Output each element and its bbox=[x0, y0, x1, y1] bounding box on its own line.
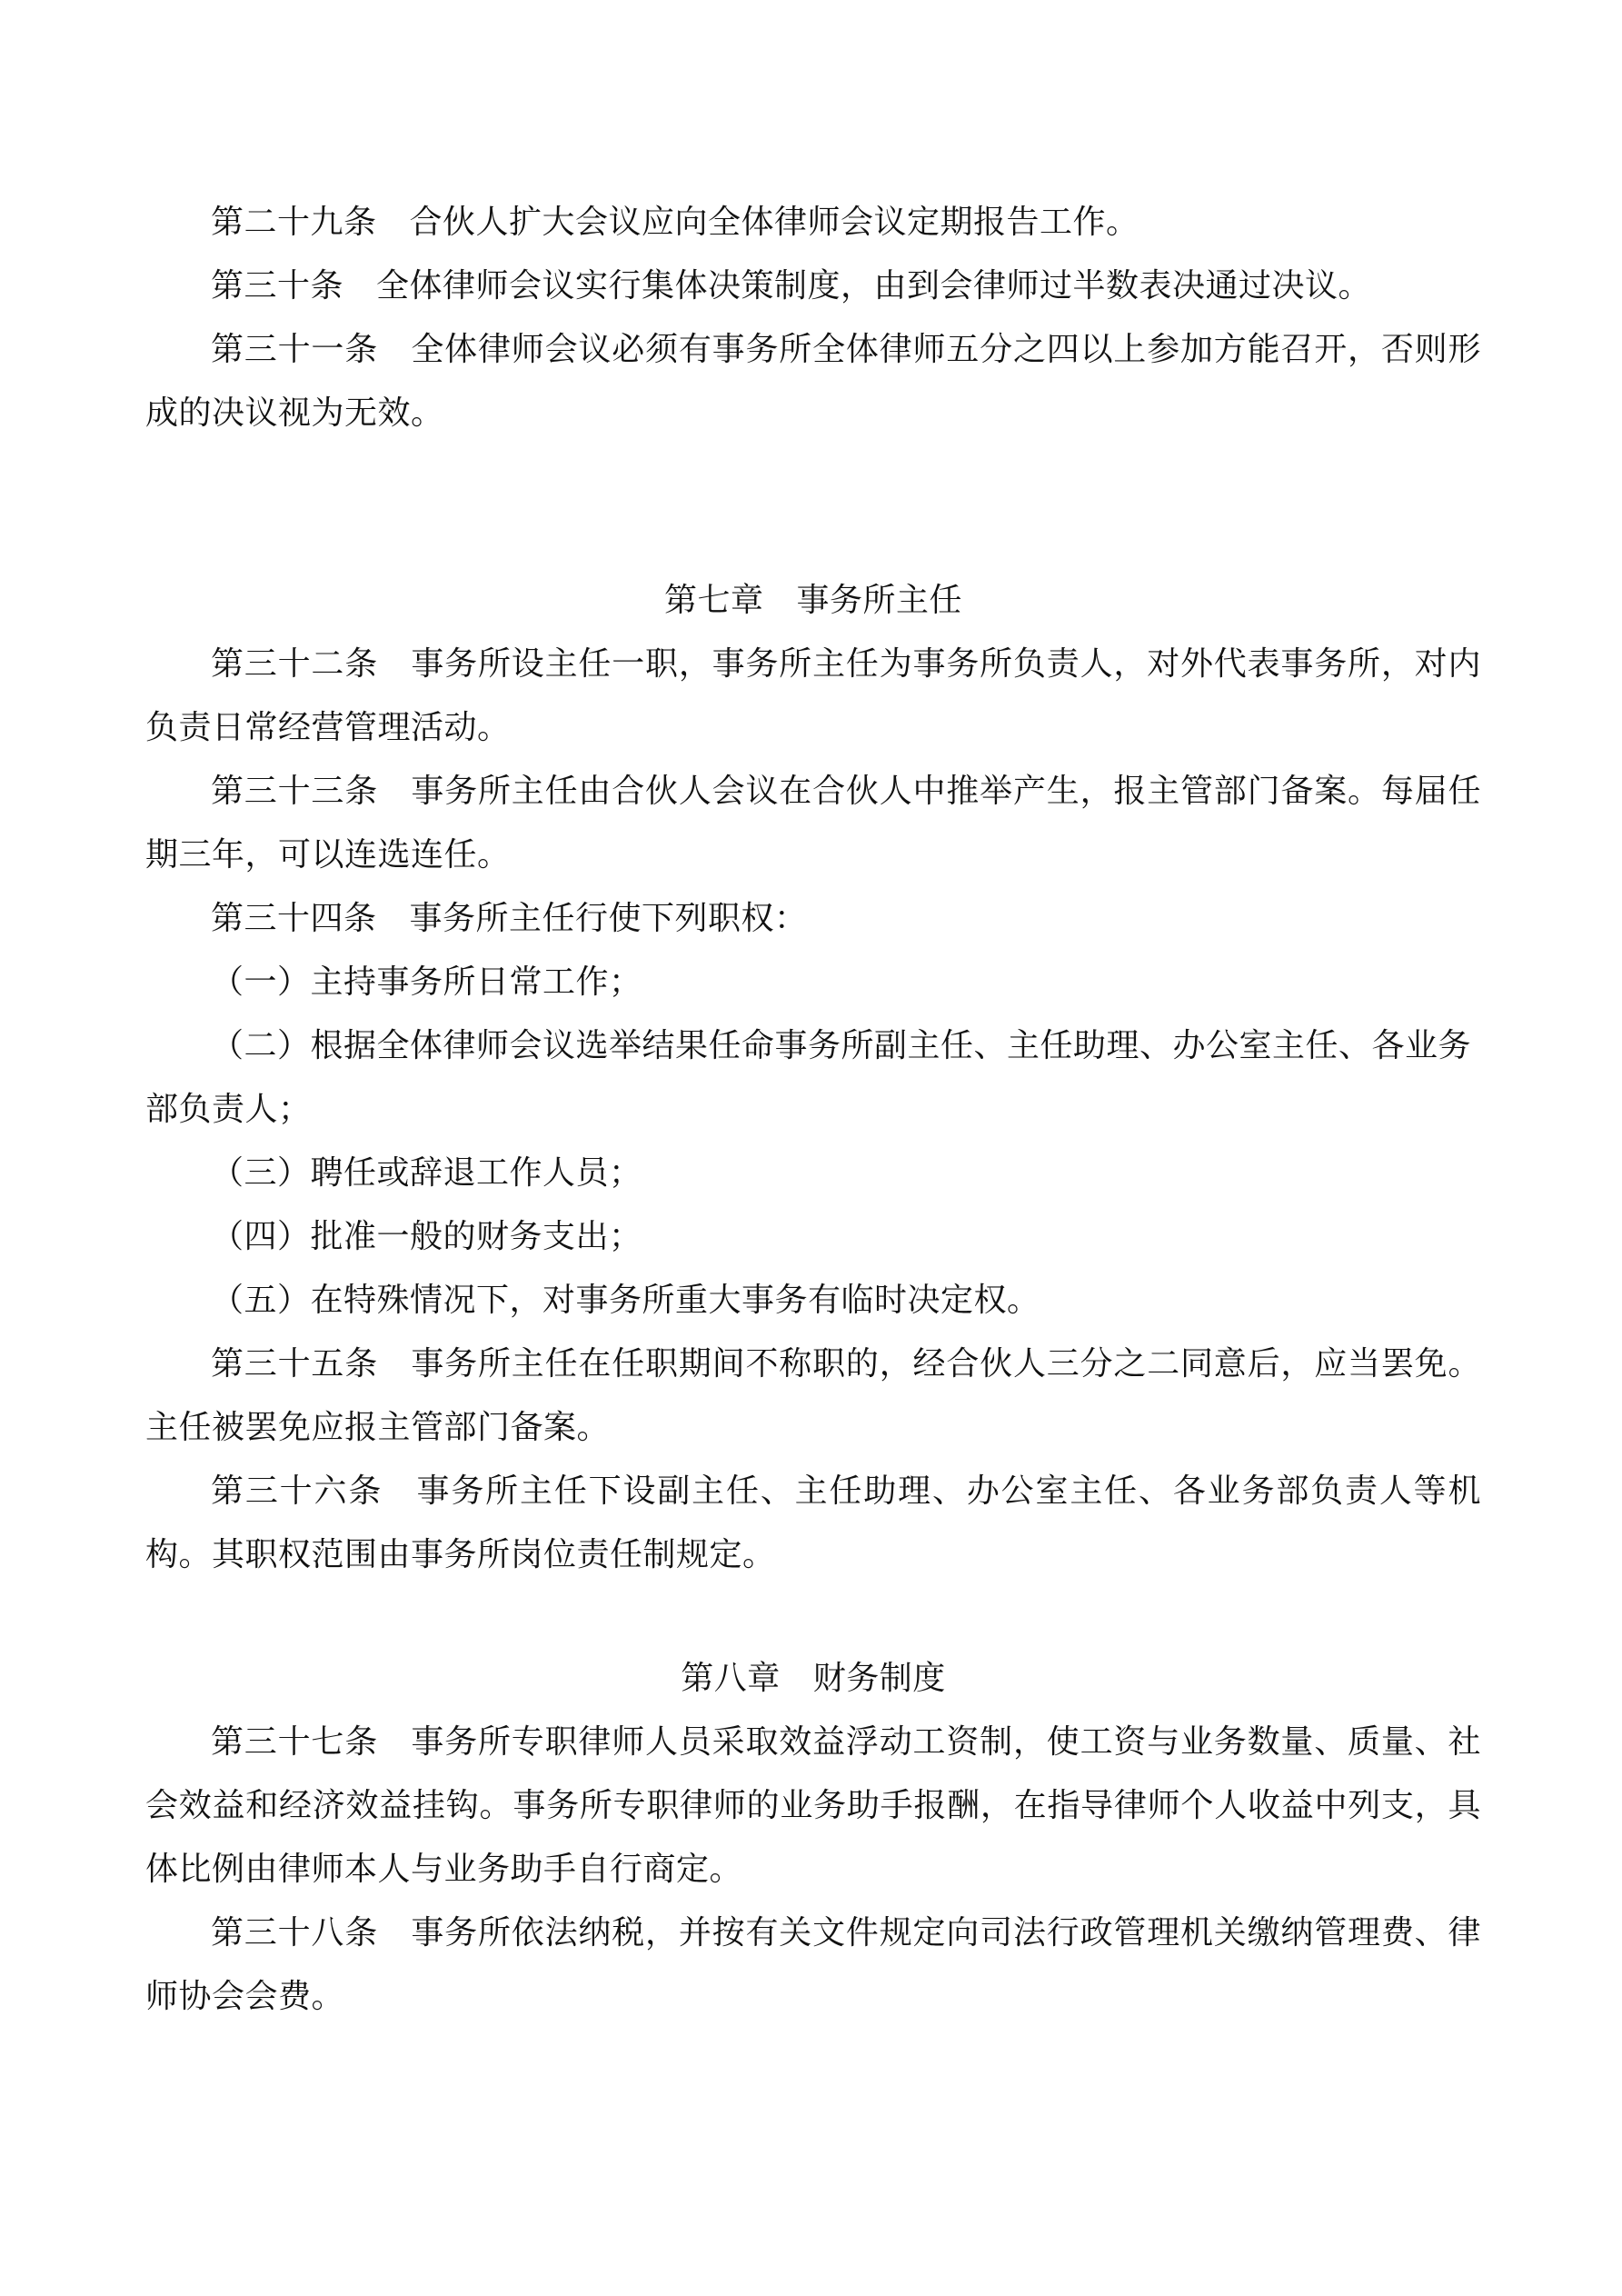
article-text: 事务所依法纳税，并按有关文件规定向司法行政管理机关缴纳管理费、律师协会会费。 bbox=[145, 1914, 1481, 2015]
article-34 bbox=[145, 887, 1481, 951]
article-number: 第三十二条 bbox=[211, 645, 379, 683]
article-number: 第三十六条 bbox=[211, 1472, 383, 1510]
article-31 bbox=[145, 318, 1481, 445]
chapter-name: 财务制度 bbox=[812, 1660, 946, 1697]
article-text: 全体律师会议实行集体决策制度，由到会律师过半数表决通过决议。 bbox=[376, 267, 1372, 304]
article-number: 第三十一条 bbox=[211, 331, 379, 368]
list-item: （三）聘任或辞退工作人员； bbox=[211, 1154, 642, 1192]
list-item: （五）在特殊情况下，对事务所重大事务有临时决定权。 bbox=[211, 1282, 1040, 1319]
article-number: 第三十八条 bbox=[211, 1914, 379, 1952]
article-number: 第三十条 bbox=[211, 267, 344, 304]
list-item: （四）批准一般的财务支出； bbox=[211, 1218, 642, 1255]
chapter-number: 第八章 bbox=[681, 1660, 781, 1697]
article-35 bbox=[145, 1333, 1481, 1460]
chapter-number: 第七章 bbox=[663, 582, 764, 619]
article-number: 第三十三条 bbox=[211, 773, 379, 810]
article-text: 事务所主任行使下列职权： bbox=[409, 900, 808, 937]
article-32 bbox=[145, 633, 1481, 760]
list-item: （二）根据全体律师会议选举结果任命事务所副主任、主任助理、办公室主任、各业务部负责人； bbox=[145, 1027, 1472, 1128]
article-number: 第二十九条 bbox=[211, 204, 377, 241]
article-number: 第三十五条 bbox=[211, 1345, 379, 1383]
article-37 bbox=[145, 1711, 1481, 1902]
list-item: （一）主持事务所日常工作； bbox=[211, 963, 642, 1001]
article-text: 事务所主任在任职期间不称职的，经合伙人三分之二同意后，应当罢免。主任被罢免应报主管部门备案。 bbox=[145, 1345, 1481, 1446]
article-number: 第三十七条 bbox=[211, 1723, 379, 1761]
article-text: 事务所主任由合伙人会议在合伙人中推举产生，报主管部门备案。每届任期三年，可以连选连任。 bbox=[145, 773, 1481, 873]
article-30 bbox=[145, 255, 1481, 318]
chapter-name: 事务所主任 bbox=[796, 582, 963, 619]
article-text: 事务所主任下设副主任、主任助理、办公室主任、各业务部负责人等机构。其职权范围由事务所岗位责任制规定。 bbox=[145, 1472, 1481, 1573]
article-text: 事务所设主任一职，事务所主任为事务所负责人，对外代表事务所，对内负责日常经营管理活动。 bbox=[145, 645, 1481, 746]
article-29 bbox=[145, 191, 1481, 255]
chapter-8-heading bbox=[145, 1647, 1481, 1711]
document-page bbox=[145, 191, 1481, 2029]
article-text: 合伙人扩大会议应向全体律师会议定期报告工作。 bbox=[409, 204, 1139, 241]
chapter-7-heading bbox=[145, 569, 1481, 633]
article-text: 全体律师会议必须有事务所全体律师五分之四以上参加方能召开，否则形成的决议视为无效。 bbox=[145, 331, 1481, 432]
article-number: 第三十四条 bbox=[211, 900, 377, 937]
article-36 bbox=[145, 1460, 1481, 1587]
article-33 bbox=[145, 760, 1481, 887]
article-text: 事务所专职律师人员采取效益浮动工资制，使工资与业务数量、质量、社会效益和经济效益挂钩。事务所专职律师的业务助手报酬，在指导律师个人收益中列支，具体比例由律师本人与业务助手自行商定。 bbox=[145, 1723, 1481, 1888]
article-38 bbox=[145, 1902, 1481, 2029]
